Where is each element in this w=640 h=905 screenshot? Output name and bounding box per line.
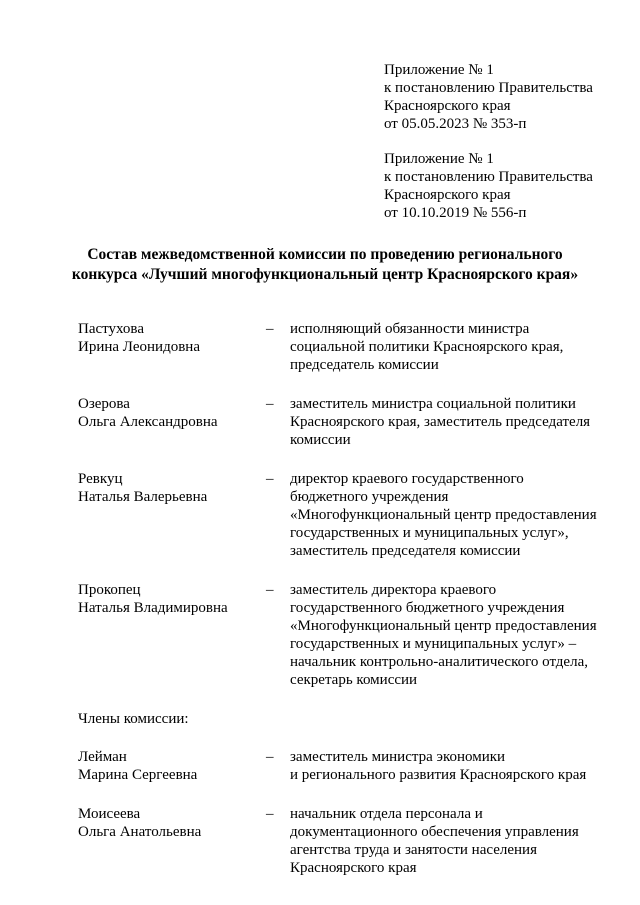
role-line: документационного обеспечения управления [290,824,579,840]
member-surname: Озерова [78,396,130,412]
member-entry [78,320,618,374]
member-given-name: Наталья Владимировна [78,600,228,616]
role-line: социальной политики Красноярского края, [290,339,564,355]
member-given-name: Наталья Валерьевна [78,489,208,505]
role-line: агентства труда и занятости населения [290,842,537,858]
member-role [290,320,618,374]
member-entry [78,395,618,449]
member-entry [78,581,618,689]
member-name [78,470,253,506]
role-line: комиссии [290,432,351,448]
role-line: начальник отдела персонала и [290,806,483,822]
appendix-1-line-3: Красноярского края [384,98,511,114]
role-line: заместитель директора краевого [290,582,497,598]
role-line: заместитель председателя комиссии [290,543,521,559]
member-surname: Прокопец [78,582,141,598]
dash-separator: – [266,321,274,337]
role-line: заместитель министра социальной политики [290,396,576,412]
role-line: председатель комиссии [290,357,439,373]
appendix-block-1 [384,61,634,133]
dash-separator: – [266,471,274,487]
member-given-name: Ольга Александровна [78,414,218,430]
appendix-1-line-4: от 05.05.2023 № 353-п [384,116,527,132]
member-role [290,581,618,689]
member-given-name: Ольга Анатольевна [78,824,202,840]
appendix-1-line-1: Приложение № 1 [384,62,494,78]
role-line: директор краевого государственного [290,471,524,487]
role-line: и регионального развития Красноярского края [290,767,587,783]
member-name [78,748,253,784]
title-line-2: конкурса «Лучший многофункциональный центр Красноярского края» [71,266,579,283]
role-line: Красноярского края [290,860,417,876]
role-line: Красноярского края, заместитель председателя [290,414,591,430]
member-role [290,748,618,784]
members-section-label: Члены комиссии: [78,711,189,727]
appendix-1-line-2: к постановлению Правительства [384,80,593,96]
member-name [78,805,253,841]
role-line: секретарь комиссии [290,672,418,688]
role-line: начальник контрольно-аналитического отдела, [290,654,588,670]
appendix-2-line-4: от 10.10.2019 № 556-п [384,205,527,221]
member-name [78,320,253,356]
member-role [290,470,618,560]
member-given-name: Марина Сергеевна [78,767,198,783]
appendix-2-line-3: Красноярского края [384,187,511,203]
role-line: государственных и муниципальных услуг», [290,525,569,541]
role-line: государственных и муниципальных услуг» – [290,636,577,652]
member-surname: Лейман [78,749,127,765]
role-line: «Многофункциональный центр предоставления [290,618,597,634]
member-surname: Ревкуц [78,471,123,487]
commission-list [78,320,618,898]
role-line: государственного бюджетного учреждения [290,600,565,616]
member-role [290,805,618,877]
member-entry [78,470,618,560]
dash-separator: – [266,749,274,765]
member-name [78,395,253,431]
member-name [78,581,253,617]
dash-separator: – [266,396,274,412]
member-surname: Пастухова [78,321,144,337]
role-line: «Многофункциональный центр предоставления [290,507,597,523]
appendix-block-2 [384,150,634,222]
member-given-name: Ирина Леонидовна [78,339,200,355]
role-line: исполняющий обязанности министра [290,321,530,337]
member-role [290,395,618,449]
role-line: бюджетного учреждения [290,489,449,505]
dash-separator: – [266,582,274,598]
appendix-2-line-2: к постановлению Правительства [384,169,593,185]
member-entry [78,748,618,784]
document-title [40,245,610,285]
member-surname: Моисеева [78,806,141,822]
appendix-2-line-1: Приложение № 1 [384,151,494,167]
member-entry [78,805,618,877]
dash-separator: – [266,806,274,822]
title-line-1: Состав межведомственной комиссии по проведению регионального [87,246,563,263]
role-line: заместитель министра экономики [290,749,506,765]
